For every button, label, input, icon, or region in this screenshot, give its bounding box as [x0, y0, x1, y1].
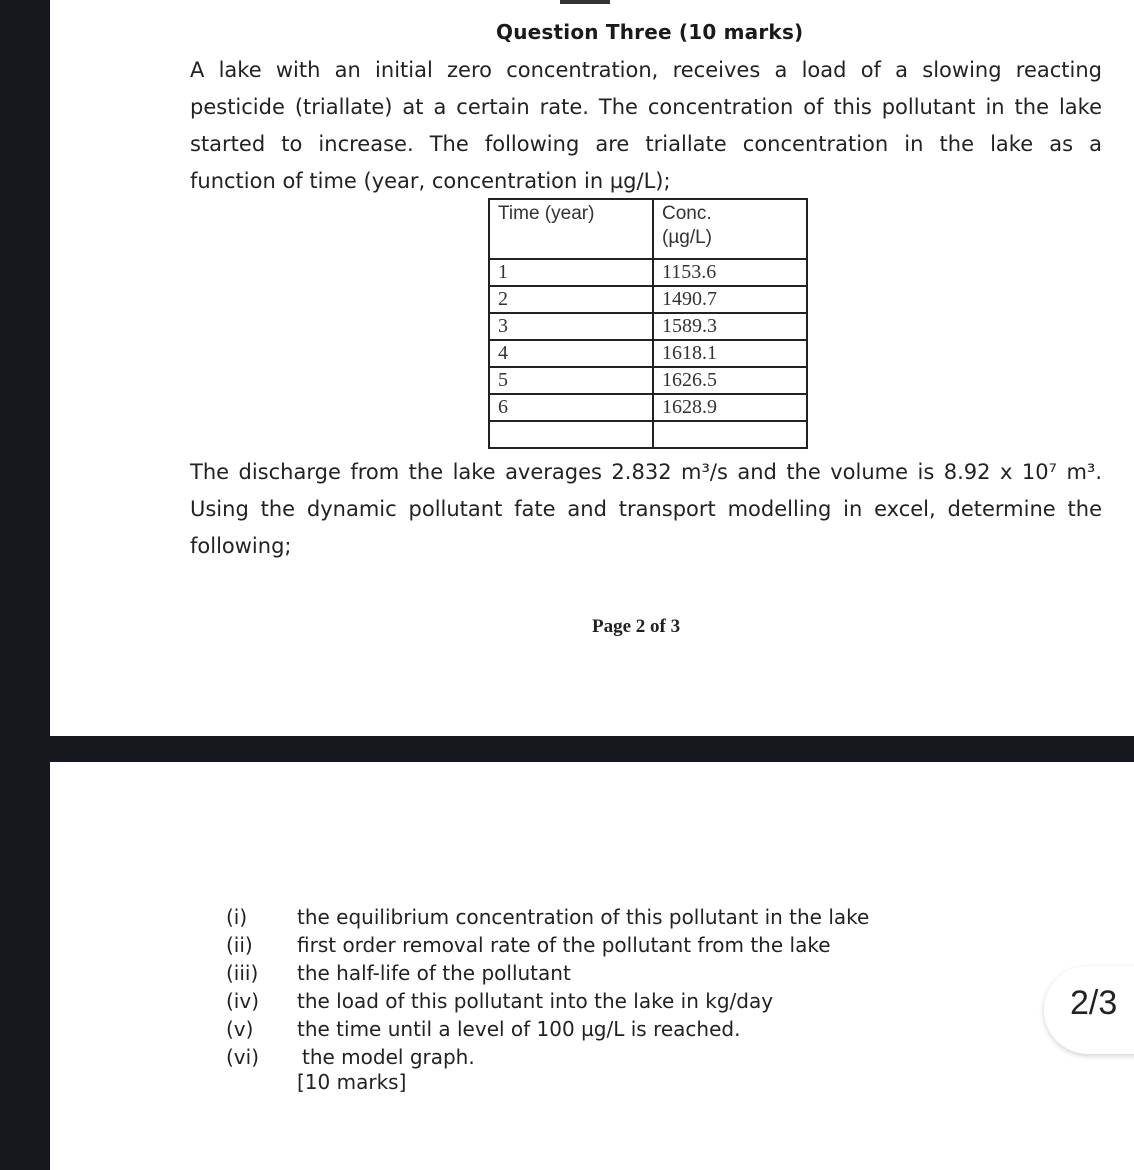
header-conc: [653, 199, 807, 259]
page-separator: [50, 736, 1134, 762]
question-title: Question Three (10 marks): [496, 20, 804, 44]
item-number: (iv): [226, 989, 259, 1013]
intro-line: pesticide (triallate) at a certain rate. The concentration of this pollutant in the lake: [190, 95, 1102, 119]
page-footer: Page 2 of 3: [592, 616, 681, 637]
conc-cell: 1628.9: [653, 394, 807, 421]
item-text: the model graph.: [302, 1045, 475, 1069]
discharge-line: Using the dynamic pollutant fate and transport modelling in excel, determine the: [190, 497, 1102, 521]
item-number: (ii): [226, 933, 253, 957]
viewer-left-bar: [0, 0, 50, 1170]
page-indicator[interactable]: [1044, 966, 1134, 1054]
header-conc-label: Conc.: [662, 203, 712, 224]
intro-paragraph: [190, 52, 1102, 200]
table-header-row: [489, 199, 807, 259]
item-number: (i): [226, 905, 248, 929]
page-indicator-label: 2/3: [1070, 984, 1118, 1022]
conc-cell: 1153.6: [653, 259, 807, 286]
time-cell: 1: [489, 259, 653, 286]
time-cell: 4: [489, 340, 653, 367]
empty-cell: [653, 421, 807, 448]
item-text: the time until a level of 100 µg/L is reached.: [297, 1017, 741, 1041]
table-empty-row: [489, 421, 807, 448]
item-text: the load of this pollutant into the lake in kg/day: [297, 989, 774, 1013]
discharge-paragraph: [190, 454, 1102, 565]
item-number: (vi): [226, 1045, 259, 1069]
concentration-table: [488, 198, 808, 449]
empty-cell: [489, 421, 653, 448]
discharge-line: following;: [190, 534, 292, 558]
intro-line: started to increase. The following are triallate concentration in the lake as a: [190, 132, 1102, 156]
item-number: (v): [226, 1017, 254, 1041]
item-text: the equilibrium concentration of this pollutant in the lake: [297, 905, 870, 929]
table-row: [489, 394, 807, 421]
marks-label: [10 marks]: [297, 1070, 407, 1094]
conc-cell: 1490.7: [653, 286, 807, 313]
item-text: first order removal rate of the pollutant from the lake: [297, 933, 831, 957]
time-cell: 6: [489, 394, 653, 421]
item-text: the half-life of the pollutant: [297, 961, 571, 985]
table-row: [489, 367, 807, 394]
header-time: Time (year): [489, 199, 653, 259]
intro-line: A lake with an initial zero concentration, receives a load of a slowing reacting: [190, 58, 1102, 82]
table-row: [489, 313, 807, 340]
intro-line: function of time (year, concentration in µg/L);: [190, 169, 671, 193]
conc-cell: 1626.5: [653, 367, 807, 394]
header-conc-unit: (µg/L): [662, 227, 713, 248]
time-cell: 3: [489, 313, 653, 340]
time-cell: 5: [489, 367, 653, 394]
conc-cell: 1618.1: [653, 340, 807, 367]
previous-page-edge: [560, 0, 610, 4]
time-cell: 2: [489, 286, 653, 313]
item-number: (iii): [226, 961, 259, 985]
discharge-line: The discharge from the lake averages 2.832 m³/s and the volume is 8.92 x 10⁷ m³.: [190, 460, 1102, 484]
table-row: [489, 259, 807, 286]
table-row: [489, 286, 807, 313]
table-row: [489, 340, 807, 367]
conc-cell: 1589.3: [653, 313, 807, 340]
